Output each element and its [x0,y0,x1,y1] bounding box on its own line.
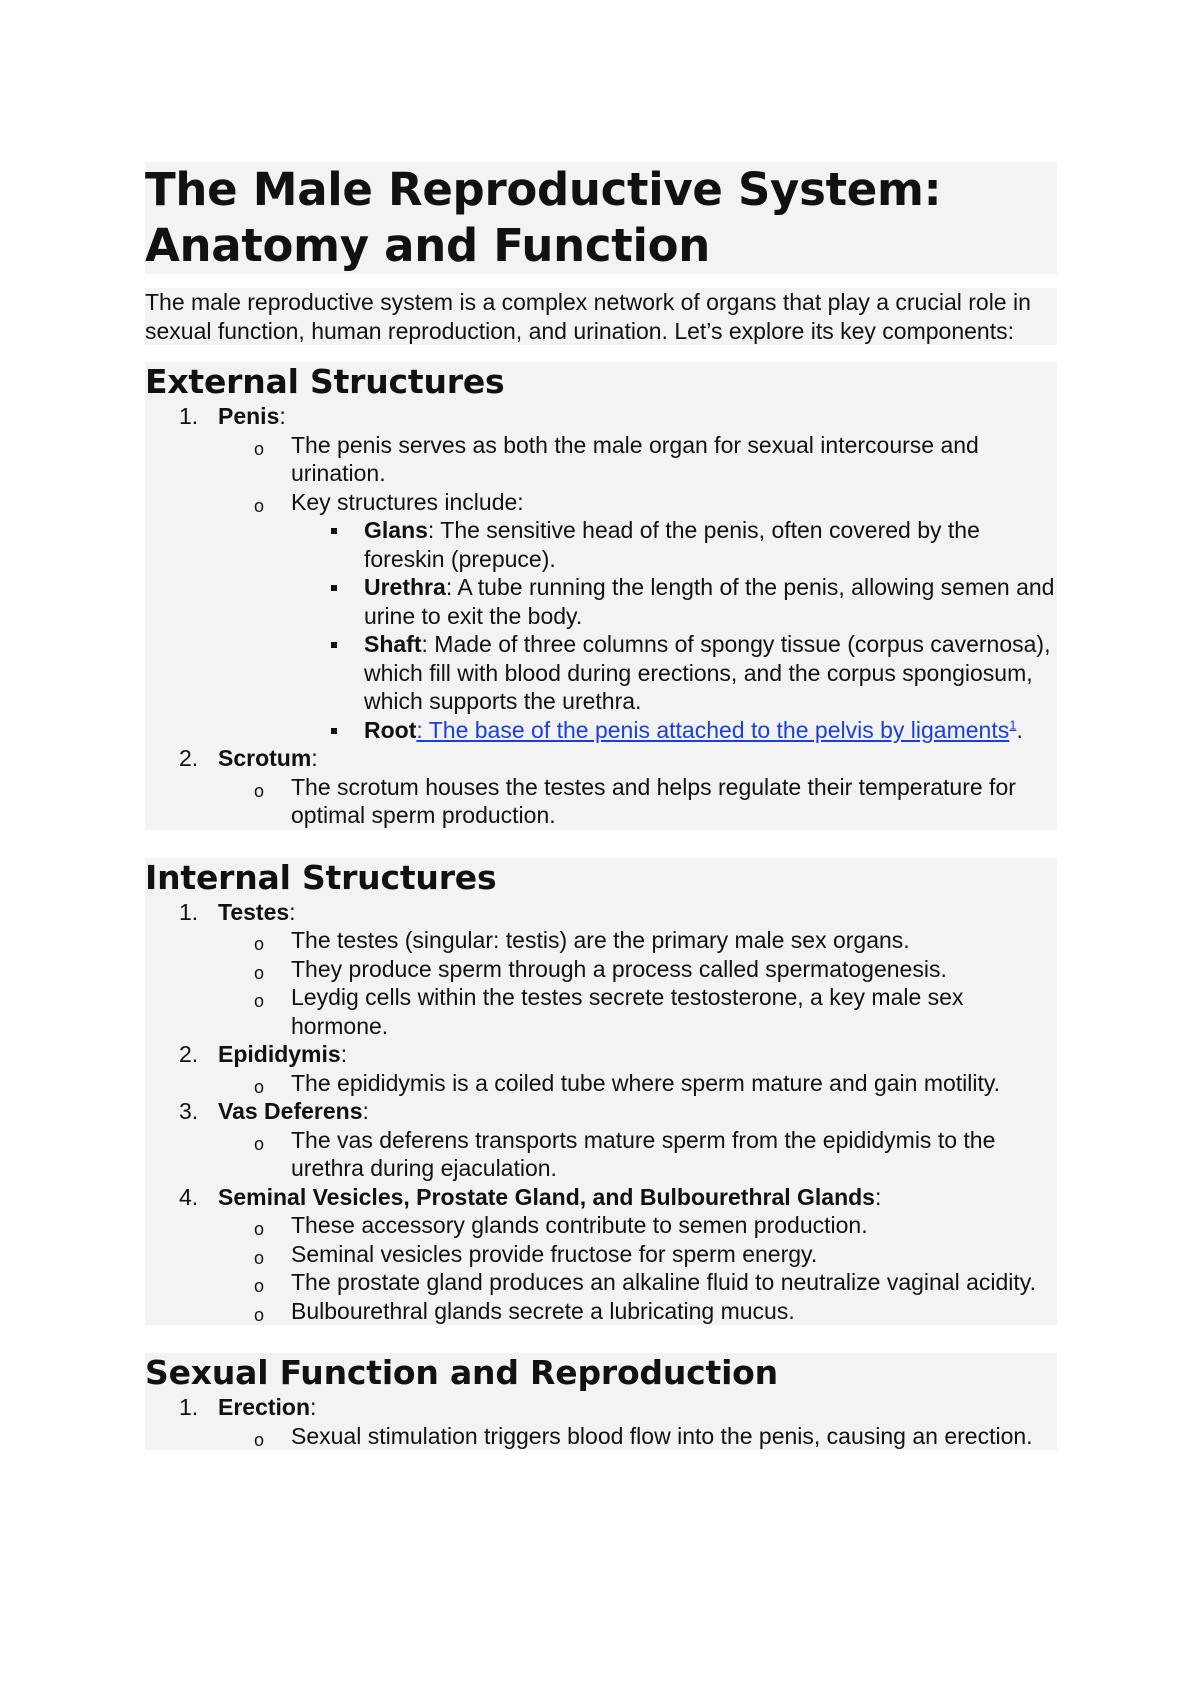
intro-paragraph: The male reproductive system is a complex network of organs that play a crucial role in sexual function, human reproduction, and urination. Let’s explore its key components: [145,288,1057,345]
sub-point [218,1422,1057,1451]
document-page [145,162,1057,1450]
section-heading-sexual-function: Sexual Function and Reproduction [145,1353,1057,1393]
circle-bullet-icon: o [254,1076,265,1097]
list-number: 1. [179,403,199,429]
list-item [145,898,1057,1041]
sub-point [218,983,1057,1040]
citation-link[interactable]: : The base of the penis attached to the pelvis by ligaments [416,716,1010,743]
sub-point-text: They produce sperm through a process called spermatogenesis. [291,955,947,982]
circle-bullet-icon: o [254,1133,265,1154]
list-item [145,1393,1057,1450]
sub-point-text: The testes (singular: testis) are the primary male sex organs. [291,927,910,953]
sub-points [218,926,1057,1040]
structure-term: Root [364,716,417,743]
structure-text: : Made of three columns of spongy tissue (corpus cavernosa), which fill with blood during erections, and the corpus spongiosum, which supports the urethra. [364,631,1051,714]
sub-point-text: The scrotum houses the testes and helps regulate their temperature for optimal sperm production. [291,773,1016,828]
circle-bullet-icon: o [254,1276,265,1296]
sub-point [218,1240,1057,1269]
item-title: Epididymis [218,1041,341,1067]
sub-points [218,1069,1057,1098]
structure-text: : A tube running the length of the penis, allowing semen and urine to exit the body. [364,574,1055,629]
sub-point-text: Key structures include: [291,488,524,515]
sub-point [218,1211,1057,1240]
sexual-function-list [145,1393,1057,1450]
list-item [145,1097,1057,1183]
sub-point-text: Leydig cells within the testes secrete testosterone, a key male sex hormone. [291,984,964,1039]
sub-point-text: Seminal vesicles provide fructose for sperm energy. [291,1240,818,1267]
list-number: 4. [179,1183,199,1210]
structure-glans [291,516,1057,573]
section-heading-internal: Internal Structures [145,858,1057,898]
square-bullet-icon [331,728,337,734]
sub-point [218,955,1057,984]
item-colon: : [279,403,286,429]
square-bullet-icon [331,528,337,534]
item-title: Erection [218,1394,311,1420]
sub-point [218,1069,1057,1098]
circle-bullet-icon: o [254,780,265,801]
circle-bullet-icon: o [254,1247,265,1268]
item-colon: : [340,1041,348,1067]
page-title: The Male Reproductive System: Anatomy and Function [145,162,1057,274]
section-heading-external: External Structures [145,362,1057,402]
sub-point-text: Sexual stimulation triggers blood flow into the penis, causing an erection. [291,1422,1033,1449]
list-number: 2. [179,1041,199,1067]
sub-point [218,431,1057,488]
sub-point [218,1126,1057,1183]
circle-bullet-icon: o [254,1304,265,1325]
item-title: Vas Deferens [218,1098,363,1124]
structure-shaft [291,630,1057,716]
list-item [145,1040,1057,1097]
key-structures-list [291,516,1057,744]
square-bullet-icon [331,642,337,648]
list-number: 1. [179,898,199,925]
sub-points [218,1211,1057,1325]
scrotum-points [218,773,1057,830]
structure-urethra [291,573,1057,630]
sub-point-text: These accessory glands contribute to semen production. [291,1212,868,1238]
structure-term: Urethra [364,574,446,600]
list-item-scrotum [145,744,1057,830]
list-number: 3. [179,1098,199,1124]
circle-bullet-icon: o [254,1219,265,1239]
structure-text: : The sensitive head of the penis, often covered by the foreskin (prepuce). [364,517,980,572]
penis-points [218,431,1057,745]
sub-point [218,926,1057,955]
sub-point-text: The vas deferens transports mature sperm from the epididymis to the urethra during ejaculation. [291,1126,996,1181]
internal-list [145,898,1057,1326]
structure-term: Shaft [364,631,422,657]
sub-point [218,488,1057,745]
external-list [145,402,1057,830]
circle-bullet-icon: o [254,438,265,459]
list-number: 1. [179,1394,199,1420]
sub-point-text: The epididymis is a coiled tube where sperm mature and gain motility. [291,1069,1001,1096]
list-item [145,1183,1057,1326]
structure-term: Glans [364,517,428,543]
circle-bullet-icon: o [254,495,265,516]
item-title: Seminal Vesicles, Prostate Gland, and Bulbourethral Glands [218,1183,875,1210]
list-number: 2. [179,745,199,771]
item-colon: : [311,745,318,771]
circle-bullet-icon: o [254,934,265,954]
item-colon: : [874,1183,882,1210]
list-item-penis [145,402,1057,744]
sub-point [218,773,1057,830]
circle-bullet-icon: o [254,962,265,983]
sub-point-text: The prostate gland produces an alkaline fluid to neutralize vaginal acidity. [291,1269,1036,1295]
item-title: Scrotum [218,745,312,771]
structure-end: . [1016,716,1023,743]
sub-point [218,1268,1057,1297]
sub-point [218,1297,1057,1326]
sub-points [218,1422,1057,1451]
circle-bullet-icon: o [254,1429,265,1450]
sub-point-text: The penis serves as both the male organ for sexual intercourse and urination. [291,431,979,486]
item-title: Penis [218,403,280,429]
item-colon: : [310,1394,317,1420]
circle-bullet-icon: o [254,991,265,1011]
item-colon: : [289,898,296,925]
item-colon: : [362,1098,369,1124]
square-bullet-icon [331,585,337,591]
sub-points [218,1126,1057,1183]
sub-point-text: Bulbourethral glands secrete a lubricating mucus. [291,1297,795,1324]
structure-root [291,716,1057,745]
footnote-marker[interactable]: 1 [1009,716,1017,732]
item-title: Testes [218,898,290,925]
